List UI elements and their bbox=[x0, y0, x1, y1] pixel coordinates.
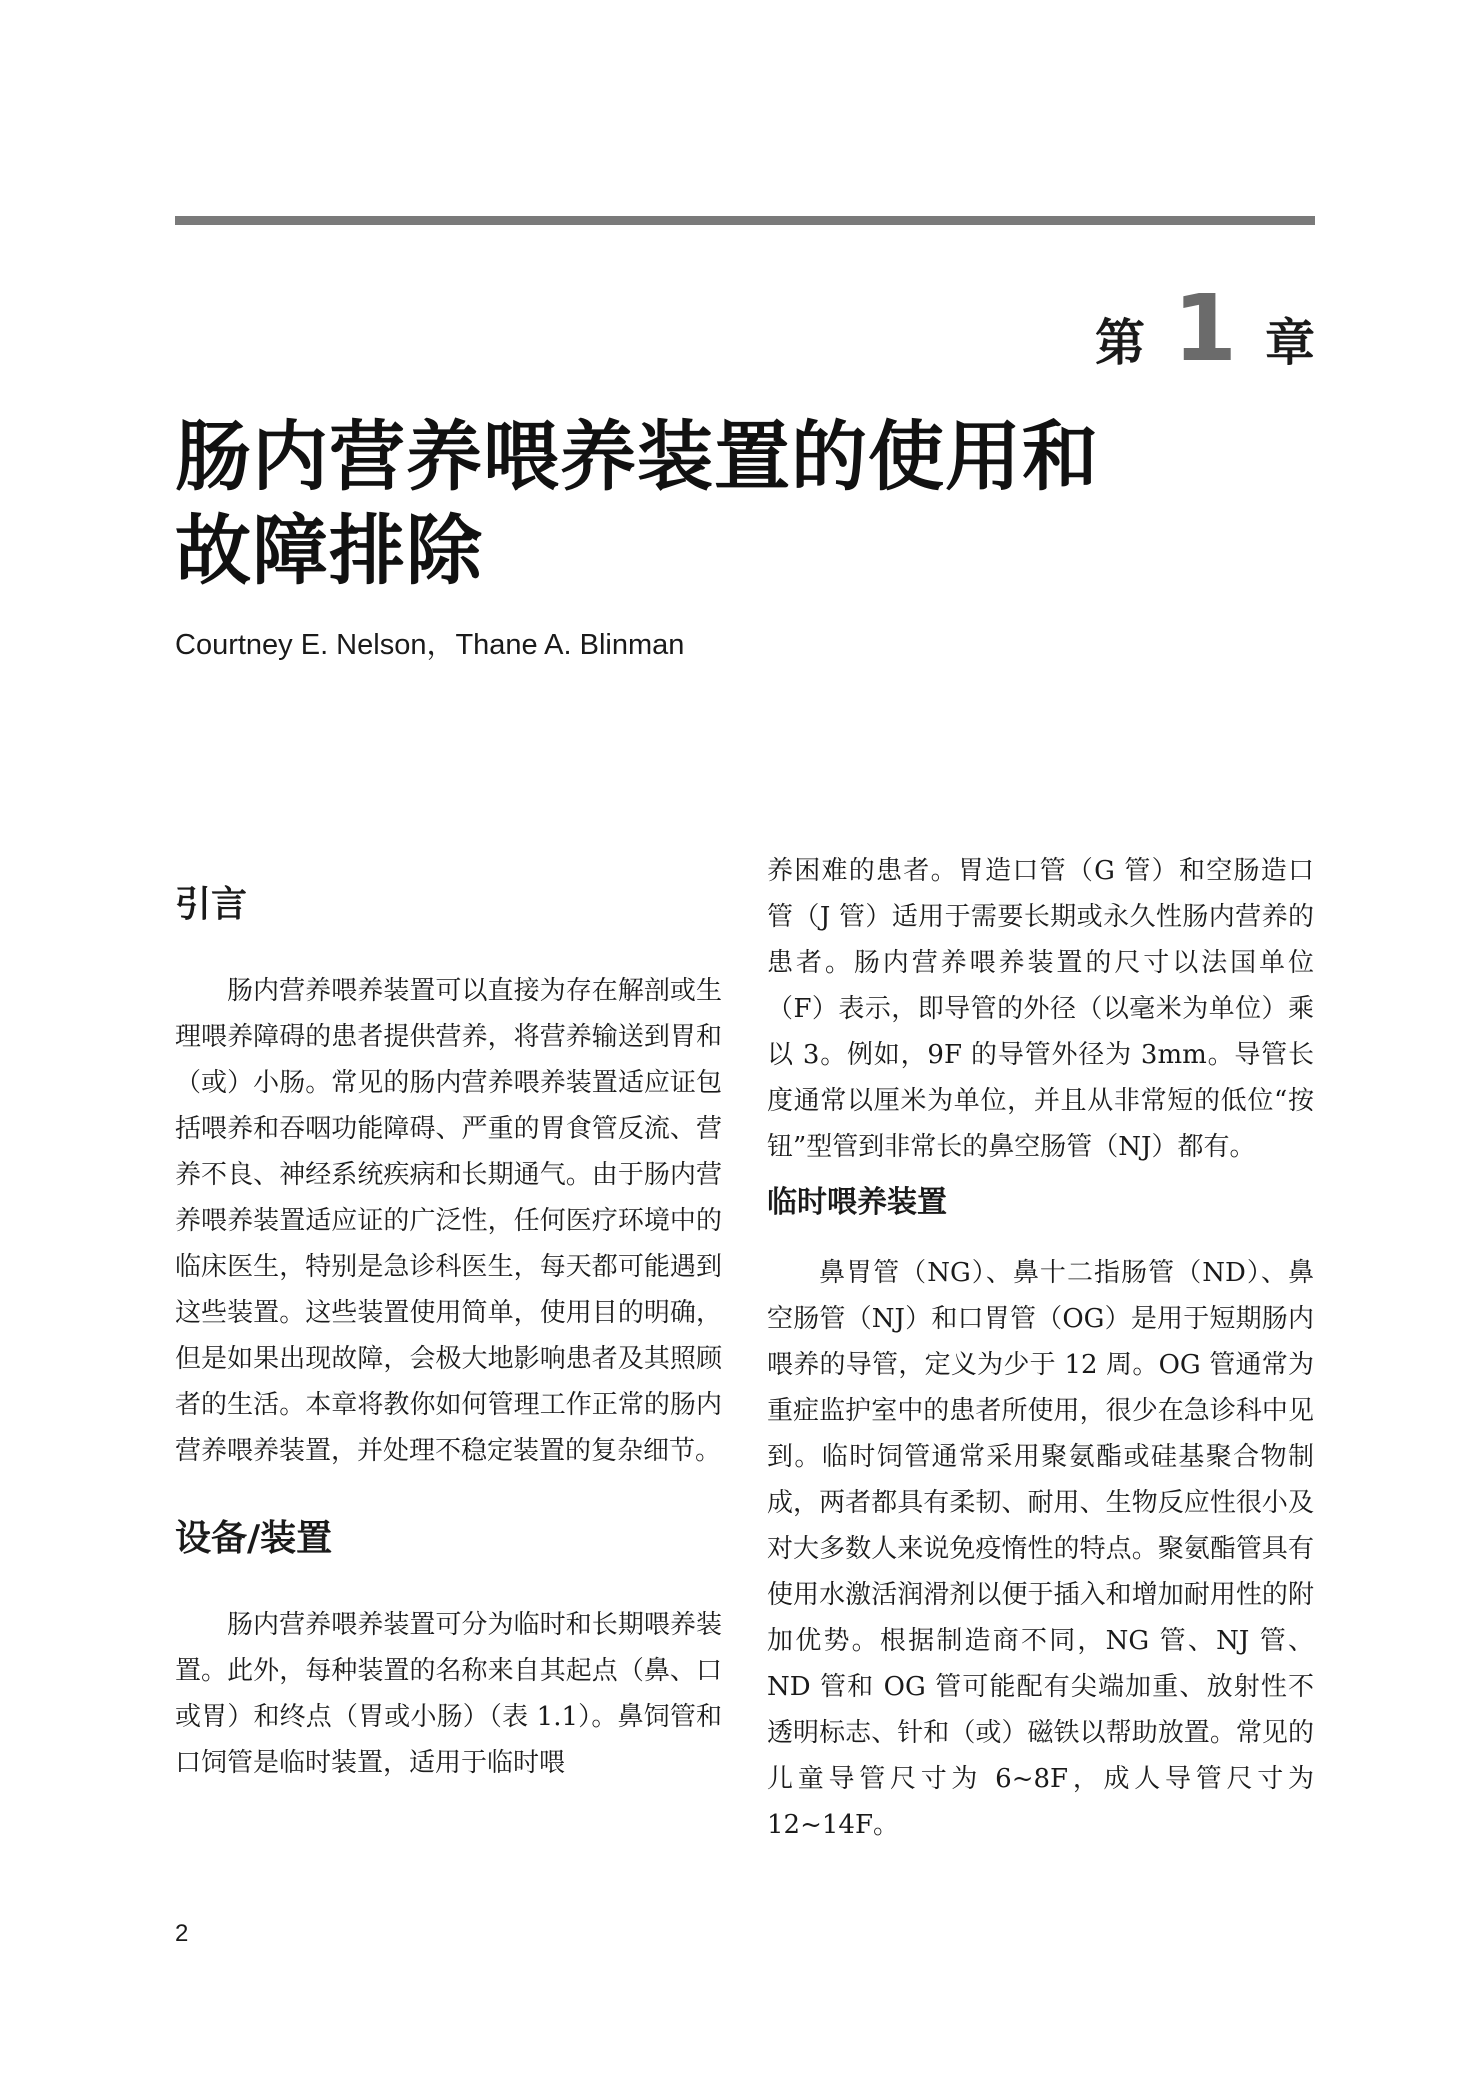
chapter-label bbox=[1094, 275, 1315, 382]
chapter-number: 1 bbox=[1172, 275, 1237, 382]
right-column bbox=[767, 848, 1314, 1848]
chapter-title-line-2: 故障排除 bbox=[175, 506, 483, 595]
continued-paragraph: 养困难的患者。胃造口管（G 管）和空肠造口管（J 管）适用于需要长期或永久性肠内营养的患者。肠内营养喂养装置的尺寸以法国单位（F）表示，即导管的外径（以毫米为单位）乘以 3。例如，9F 的导管外径为 3mm。导管长度通常以厘米为单位，并且从非常短的低位“按钮”型管到非常长的鼻空肠管（NJ）都有。 bbox=[767, 856, 1314, 1162]
temporary-devices-heading: 临时喂养装置 bbox=[767, 1185, 947, 1220]
intro-heading: 引言 bbox=[175, 884, 248, 925]
top-rule bbox=[175, 216, 1315, 225]
chapter-prefix: 第 bbox=[1094, 314, 1145, 372]
chapter-title-line-1: 肠内营养喂养装置的使用和 bbox=[175, 412, 1099, 501]
page-number: 2 bbox=[175, 1920, 189, 1947]
left-column bbox=[175, 880, 722, 1786]
chapter-suffix: 章 bbox=[1265, 314, 1315, 372]
equipment-heading: 设备/装置 bbox=[175, 1518, 333, 1559]
intro-paragraph: 肠内营养喂养装置可以直接为存在解剖或生理喂养障碍的患者提供营养，将营养输送到胃和（或）小肠。常见的肠内营养喂养装置适应证包括喂养和吞咽功能障碍、严重的胃食管反流、营养不良、神经系统疾病和长期通气。由于肠内营养喂养装置适应证的广泛性，任何医疗环境中的临床医生，特别是急诊科医生，每天都可能遇到这些装置。这些装置使用简单，使用目的明确，但是如果出现故障，会极大地影响患者及其照顾者的生活。本章将教你如何管理工作正常的肠内营养喂养装置，并处理不稳定装置的复杂细节。 bbox=[175, 976, 722, 1466]
temporary-devices-paragraph: 鼻胃管（NG）、鼻十二指肠管（ND）、鼻空肠管（NJ）和口胃管（OG）是用于短期肠内喂养的导管，定义为少于 12 周。OG 管通常为重症监护室中的患者所使用，很少在急诊科中见到。临时饲管通常采用聚氨酯或硅基聚合物制成，两者都具有柔韧、耐用、生物反应性很小及对大多数人来说免疫惰性的特点。聚氨酯管具有使用水激活润滑剂以便于插入和增加耐用性的附加优势。根据制造商不同，NG 管、NJ 管、ND 管和 OG 管可能配有尖端加重、放射性不透明标志、针和（或）磁铁以帮助放置。常见的儿童导管尺寸为 6~8F，成人导管尺寸为 12~14F。 bbox=[767, 1258, 1314, 1840]
chapter-title bbox=[175, 410, 1275, 598]
authors: Courtney E. Nelson，Thane A. Blinman bbox=[175, 629, 685, 661]
equipment-paragraph: 肠内营养喂养装置可分为临时和长期喂养装置。此外，每种装置的名称来自其起点（鼻、口或胃）和终点（胃或小肠）（表 1.1）。鼻饲管和口饲管是临时装置，适用于临时喂 bbox=[175, 1610, 722, 1778]
